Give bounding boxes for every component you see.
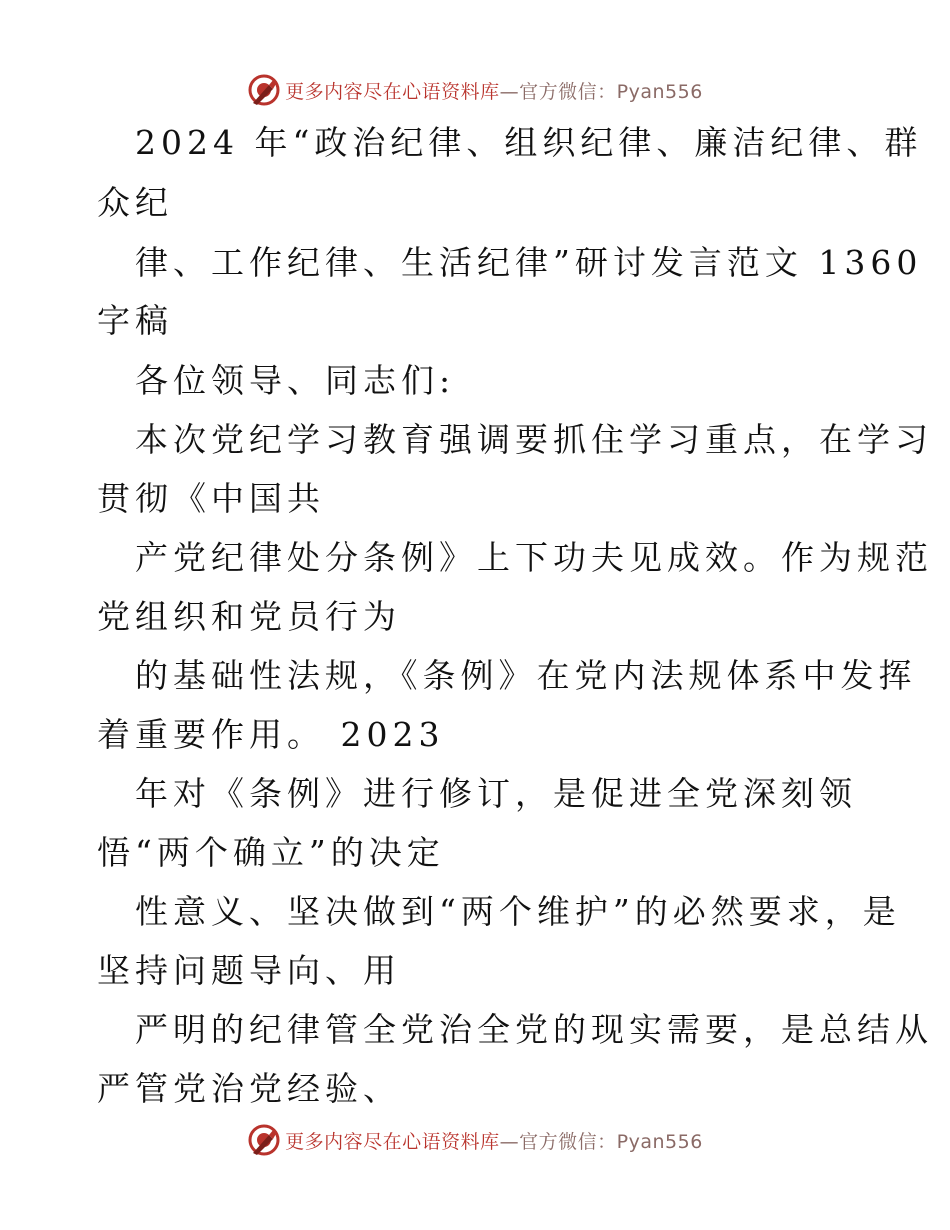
pen-logo-icon bbox=[247, 1123, 281, 1157]
text-line: 律、工作纪律、生活纪律”研讨发言范文 1360 bbox=[135, 243, 923, 282]
pen-logo-icon bbox=[247, 73, 281, 107]
text-line: 贯彻《中国共 bbox=[97, 479, 325, 518]
salutation: 各位领导、同志们: bbox=[135, 361, 456, 400]
text-line: 字稿 bbox=[97, 301, 173, 340]
text-line: 2024 年“政治纪律、组织纪律、廉洁纪律、群 bbox=[135, 123, 923, 162]
text-line: 着重要作用。 2023 bbox=[97, 715, 445, 754]
header-watermark-banner bbox=[0, 70, 950, 110]
text-line: 众纪 bbox=[97, 183, 173, 222]
header-banner-text: 更多内容尽在心语资料库—官方微信：Pyan556 bbox=[285, 80, 703, 103]
footer-banner-text: 更多内容尽在心语资料库—官方微信：Pyan556 bbox=[285, 1130, 703, 1153]
text-line: 本次党纪学习教育强调要抓住学习重点，在学习 bbox=[135, 420, 933, 459]
text-line: 的基础性法规，《条例》在党内法规体系中发挥 bbox=[135, 656, 917, 695]
text-line: 产党纪律处分条例》上下功夫见成效。作为规范 bbox=[135, 538, 933, 577]
text-line: 性意义、坚决做到“两个维护”的必然要求，是 bbox=[135, 892, 901, 931]
text-line: 坚持问题导向、用 bbox=[97, 951, 401, 990]
text-line: 党组织和党员行为 bbox=[97, 597, 401, 636]
footer-watermark-banner bbox=[0, 1120, 950, 1160]
text-line: 严明的纪律管全党治全党的现实需要，是总结从 bbox=[135, 1010, 933, 1049]
text-line: 悟“两个确立”的决定 bbox=[97, 833, 445, 872]
text-line: 严管党治党经验、 bbox=[97, 1069, 401, 1108]
text-line: 年对《条例》进行修订，是促进全党深刻领 bbox=[135, 774, 857, 813]
